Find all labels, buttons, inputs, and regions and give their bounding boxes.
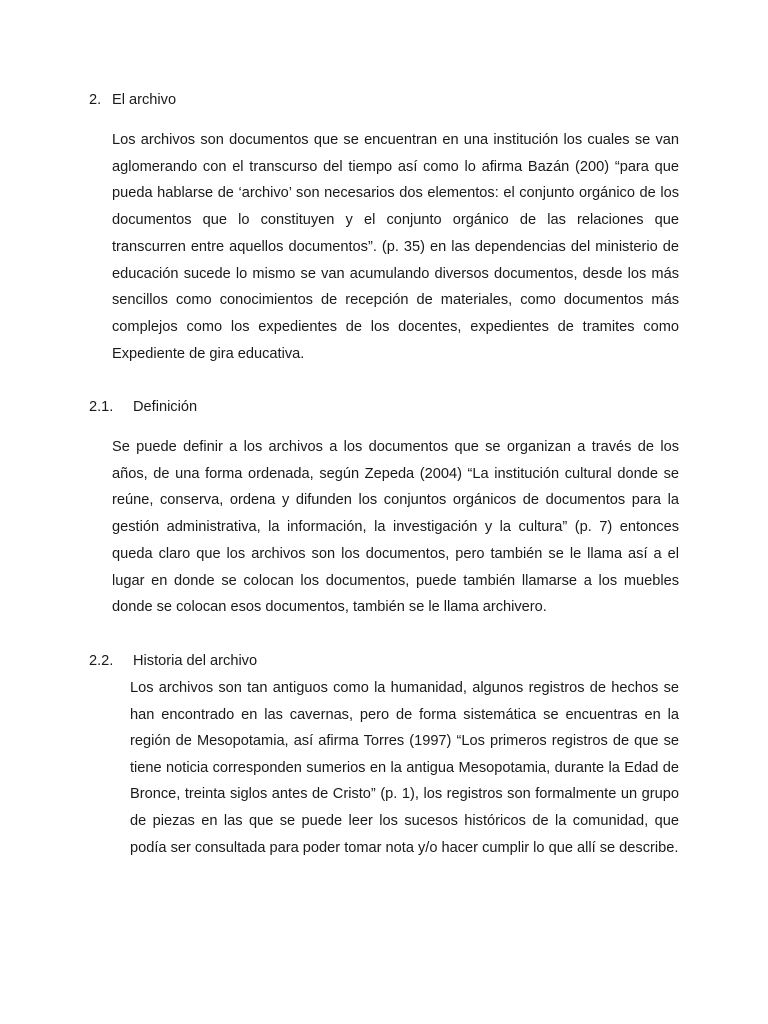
section-title: Definición bbox=[133, 399, 198, 415]
section-heading-el-archivo bbox=[89, 90, 176, 110]
section-title: Historia del archivo bbox=[133, 653, 258, 669]
section-title: El archivo bbox=[112, 92, 177, 108]
section-heading-historia bbox=[89, 651, 257, 671]
section-paragraph-el-archivo: Los archivos son documentos que se encuentran en una institución los cuales se van aglomerando con el transcurso del tiempo así como lo afirma Bazán (200) “para que pueda hablarse de ‘archivo’ son necesarios dos elementos: el conjunto orgánico de los documentos que lo constituyen y el conjunto orgánico de las relaciones que transcurren entre aquellos documentos”. (p. 35) en las dependencias del ministerio de educación sucede lo mismo se van acumulando diversos documentos, desde los más sencillos como conocimientos de recepción de materiales, como documentos más complejos como los expedientes de los docentes, expedientes de tramites como Expediente de gira educativa. bbox=[112, 132, 679, 362]
section-number: 2.2. bbox=[89, 653, 114, 669]
section-paragraph-definicion: Se puede definir a los archivos a los documentos que se organizan a través de los años, de una forma ordenada, según Zepeda (2004) “La institución cultural donde se reúne, conserva, ordena y difunden los conjuntos orgánicos de documentos para la gestión administrativa, la información, la investigación y la cultura” (p. 7) entonces queda claro que los archivos son los documentos, pero también se le llama así a el lugar en donde se colocan los documentos, puede también llamarse a los muebles donde se colocan esos documentos, también se le llama archivero. bbox=[112, 439, 679, 616]
section-number: 2. bbox=[89, 92, 102, 108]
section-number: 2.1. bbox=[89, 399, 114, 415]
section-heading-definicion bbox=[89, 397, 197, 417]
section-paragraph-historia: Los archivos son tan antiguos como la humanidad, algunos registros de hechos se han encontrado en las cavernas, pero de forma sistemática se encuentras en la región de Mesopotamia, así afirma Torres (1997) “Los primeros registros de que se tiene noticia corresponden sumerios en la antigua Mesopotamia, durante la Edad de Bronce, treinta siglos antes de Cristo” (p. 1), los registros son formalmente un grupo de piezas en las que se puede leer los sucesos históricos de la comunidad, que podía ser consultada para poder tomar nota y/o hacer cumplir lo que allí se describe. bbox=[130, 680, 679, 856]
